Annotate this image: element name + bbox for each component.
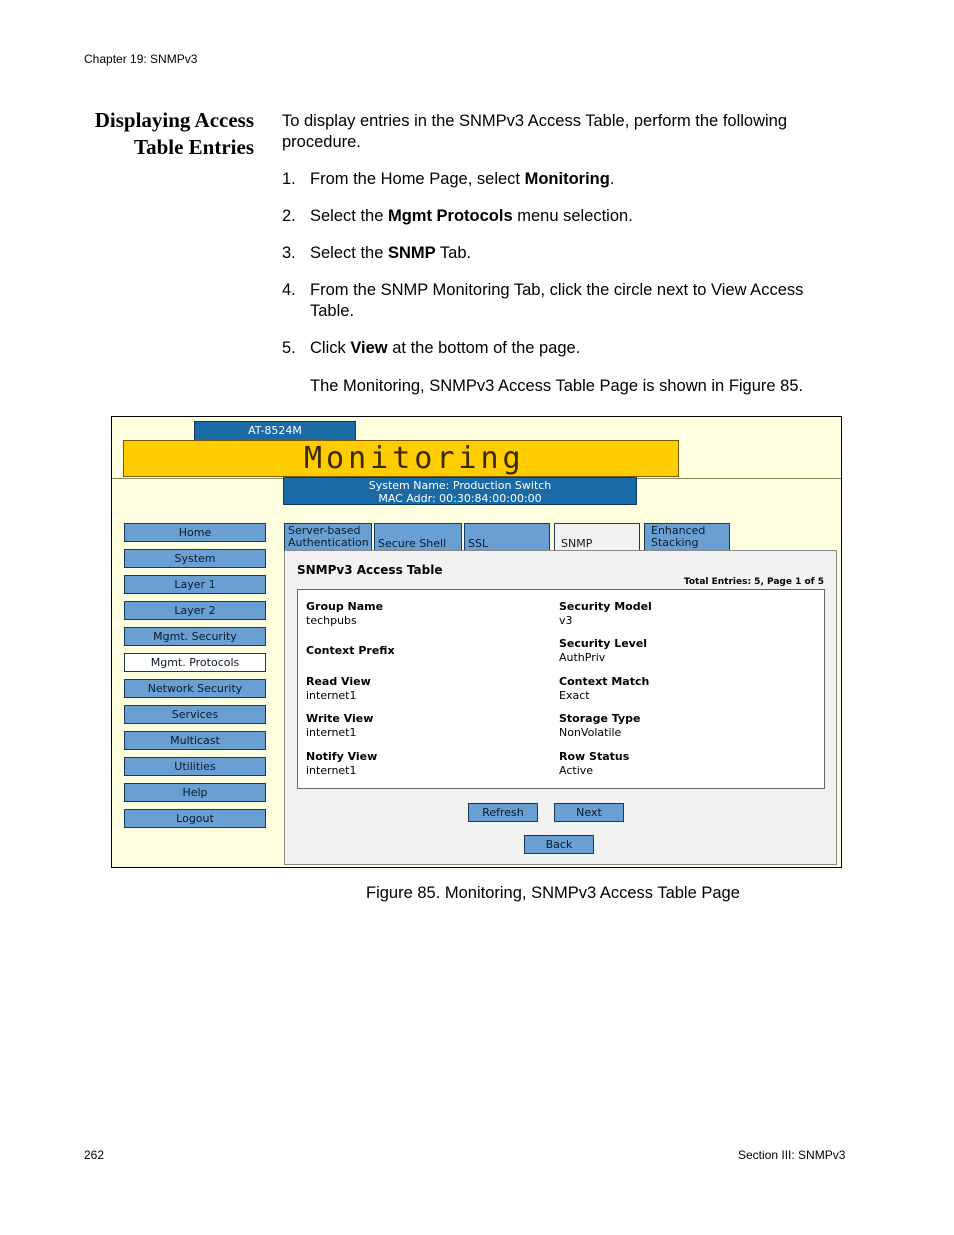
context-match-field: Context Match Exact: [559, 675, 650, 702]
result-note: The Monitoring, SNMPv3 Access Table Page is shown in Figure 85.: [310, 377, 804, 395]
back-button[interactable]: Back: [524, 835, 594, 854]
page-number: 262: [84, 1148, 105, 1162]
nav-mgmt-security[interactable]: Mgmt. Security: [124, 627, 266, 646]
monitoring-screenshot: [111, 416, 842, 868]
nav-utilities[interactable]: Utilities: [124, 757, 266, 776]
system-name: System Name: Production Switch: [368, 479, 552, 492]
snmpv3-access-panel: [284, 550, 837, 865]
step-2: 2. Select the Mgmt Protocols menu selection.: [282, 207, 633, 225]
section-heading-line1: Displaying Access: [94, 108, 254, 132]
context-prefix-field: Context Prefix: [306, 644, 395, 657]
tab-server-based-authentication[interactable]: Server-based Authentication: [284, 523, 372, 551]
step-4: 4. From the SNMP Monitoring Tab, click the circle next to View Access Table.: [282, 281, 804, 320]
nav-services[interactable]: Services: [124, 705, 266, 724]
procedure-steps: [282, 169, 842, 375]
next-button[interactable]: Next: [554, 803, 624, 822]
nav-network-security[interactable]: Network Security: [124, 679, 266, 698]
step-1: 1. From the Home Page, select Monitoring.: [282, 170, 615, 188]
mac-address: MAC Addr: 00:30:84:00:00:00: [378, 492, 542, 505]
write-view-field: Write View internet1: [306, 712, 374, 739]
storage-type-field: Storage Type NonVolatile: [559, 712, 641, 739]
nav-system[interactable]: System: [124, 549, 266, 568]
tab-snmp[interactable]: SNMP: [554, 523, 640, 553]
nav-mgmt-protocols[interactable]: Mgmt. Protocols: [124, 653, 266, 672]
system-info: [283, 477, 637, 505]
panel-title: SNMPv3 Access Table: [297, 563, 443, 577]
nav-multicast[interactable]: Multicast: [124, 731, 266, 750]
step-5: 5. Click View at the bottom of the page.: [282, 339, 581, 357]
device-model: AT-8524M: [194, 421, 356, 441]
nav-layer2[interactable]: Layer 2: [124, 601, 266, 620]
footer-section: Section III: SNMPv3: [738, 1148, 846, 1162]
notify-view-field: Notify View internet1: [306, 750, 378, 777]
section-heading-line2: Table Entries: [134, 135, 254, 159]
read-view-field: Read View internet1: [306, 675, 371, 702]
page-title: Monitoring: [304, 441, 525, 476]
tab-secure-shell[interactable]: Secure Shell: [374, 523, 462, 551]
nav-logout[interactable]: Logout: [124, 809, 266, 828]
tab-ssl[interactable]: SSL: [464, 523, 550, 551]
total-entries: Total Entries: 5, Page 1 of 5: [683, 577, 824, 587]
security-model-field: Security Model v3: [559, 600, 652, 627]
row-status-field: Row Status Active: [559, 750, 630, 777]
security-level-field: Security Level AuthPriv: [559, 637, 648, 664]
intro-paragraph: To display entries in the SNMPv3 Access Table, perform the following procedure.: [282, 112, 788, 151]
tab-enhanced-stacking[interactable]: Enhanced Stacking: [644, 523, 730, 551]
nav-layer1[interactable]: Layer 1: [124, 575, 266, 594]
section-heading: [34, 107, 254, 161]
figure-caption: Figure 85. Monitoring, SNMPv3 Access Table Page: [366, 884, 740, 902]
sidebar-nav: [124, 523, 266, 835]
nav-help[interactable]: Help: [124, 783, 266, 802]
refresh-button[interactable]: Refresh: [468, 803, 538, 822]
nav-home[interactable]: Home: [124, 523, 266, 542]
access-entry-fields: [297, 589, 825, 789]
page-title-bar: [123, 440, 679, 477]
step-3: 3. Select the SNMP Tab.: [282, 244, 472, 262]
chapter-header: Chapter 19: SNMPv3: [84, 52, 198, 66]
group-name-field: Group Name techpubs: [306, 600, 384, 627]
